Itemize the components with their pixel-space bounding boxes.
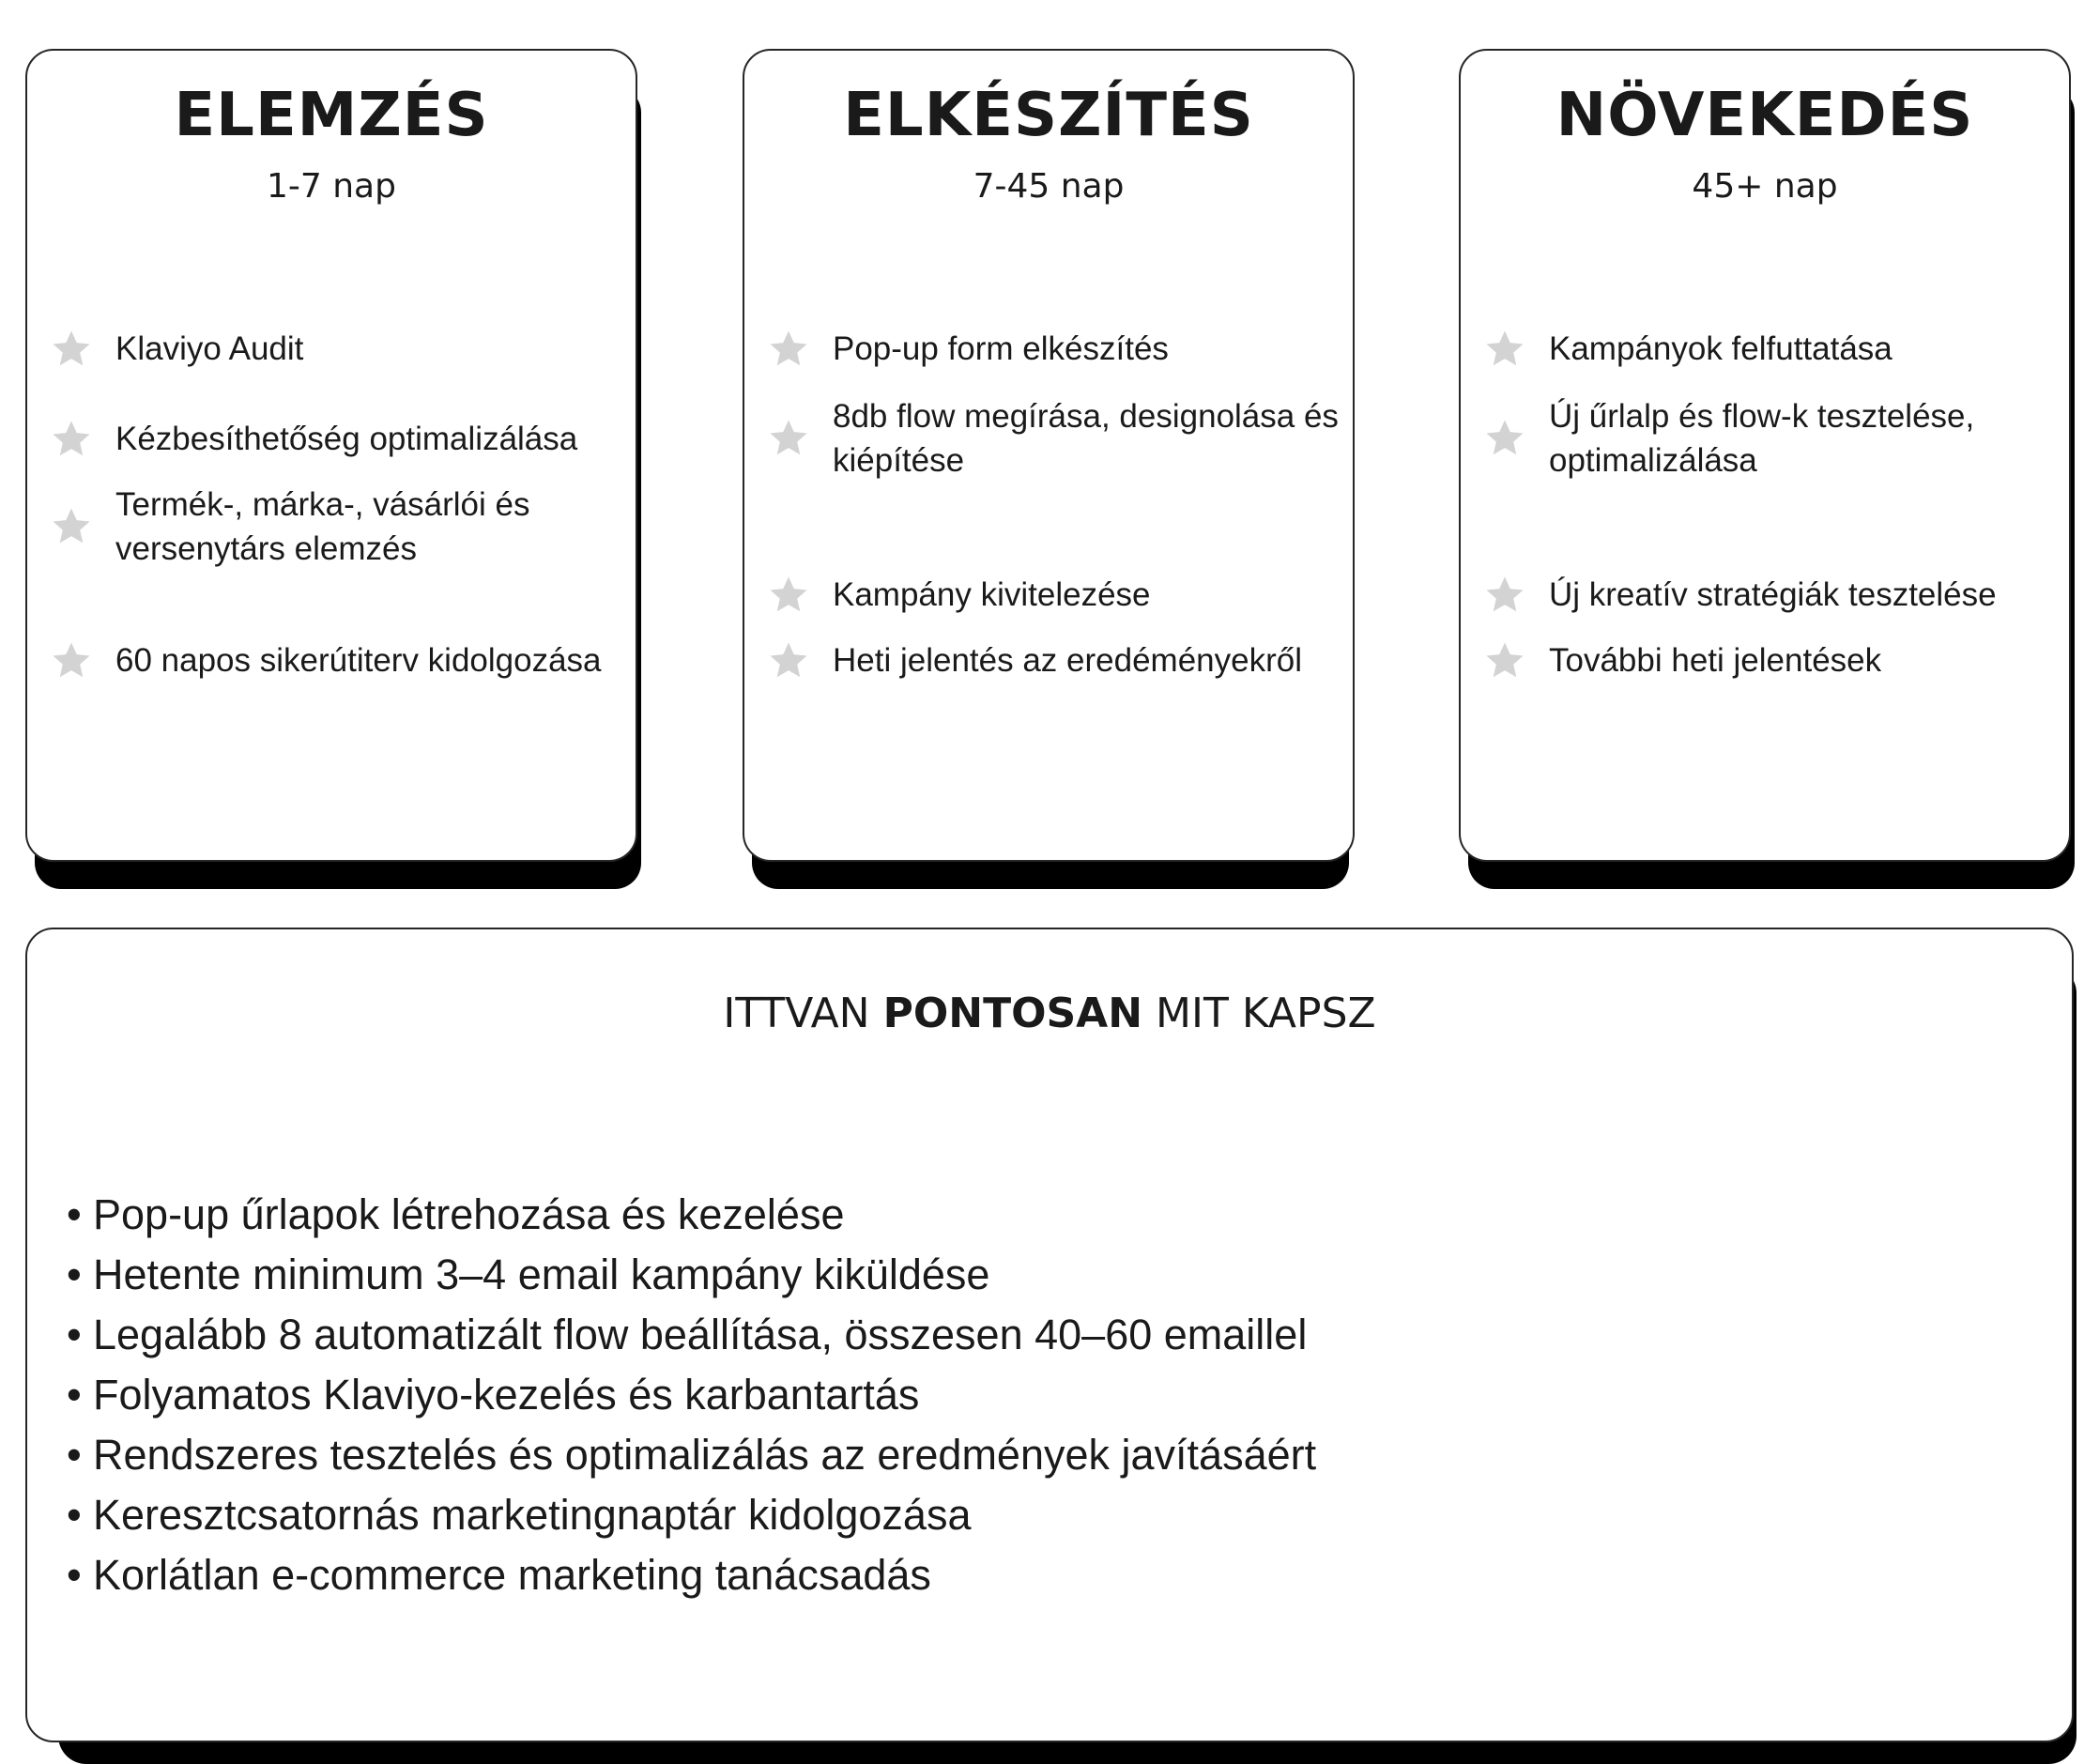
phase-card-body — [743, 49, 1355, 862]
bullet: • — [67, 1551, 82, 1599]
star-icon — [1483, 574, 1526, 617]
star-icon — [1483, 417, 1526, 460]
list-item-text: Keresztcsatornás marketingnaptár kidolgozása — [93, 1491, 972, 1539]
list-item-text: Hetente minimum 3–4 email kampány kiküldése — [93, 1250, 990, 1298]
feature-item — [50, 417, 626, 461]
star-icon — [767, 328, 810, 371]
feature-text: Heti jelentés az eredéményekről — [833, 642, 1302, 679]
phase-duration: 45+ nap — [1692, 167, 1838, 206]
title-suffix: MIT KAPSZ — [1142, 989, 1376, 1037]
deliverables-list — [67, 1185, 1316, 1605]
feature-item — [50, 327, 626, 371]
feature-item — [1483, 327, 2060, 371]
phase-card-body — [25, 49, 637, 862]
star-icon — [50, 505, 93, 548]
bullet: • — [67, 1371, 82, 1419]
feature-item — [1483, 573, 2060, 617]
bullet: • — [67, 1311, 82, 1358]
star-icon — [50, 639, 93, 683]
feature-text: Kampány kivitelezése — [833, 576, 1151, 613]
list-item — [67, 1545, 1316, 1605]
phase-title: NÖVEKEDÉS — [1555, 81, 1974, 150]
feature-text: Új kreatív stratégiák tesztelése — [1549, 576, 1997, 613]
star-icon — [767, 639, 810, 683]
star-icon — [1483, 639, 1526, 683]
title-emphasis: PONTOSAN — [882, 989, 1143, 1037]
star-icon — [1483, 328, 1526, 371]
star-icon — [767, 417, 810, 460]
feature-text: Pop-up form elkészítés — [833, 330, 1169, 367]
phase-card-analysis — [25, 49, 641, 889]
star-icon — [50, 328, 93, 371]
list-item-text: Folyamatos Klaviyo-kezelés és karbantartás — [93, 1371, 920, 1419]
bullet: • — [67, 1431, 82, 1479]
list-item — [67, 1245, 1316, 1305]
feature-text: 60 napos sikerútiterv kidolgozása — [115, 642, 602, 679]
phase-card-body — [1459, 49, 2071, 862]
phase-card-build — [743, 49, 1358, 889]
feature-text: Kézbesíthetőség optimalizálása — [115, 421, 578, 457]
star-icon — [767, 574, 810, 617]
list-item-text: Legalább 8 automatizált flow beállítása, összesen 40–60 emaillel — [93, 1311, 1308, 1358]
feature-item — [50, 483, 626, 571]
feature-item — [767, 573, 1343, 617]
list-item-text: Rendszeres tesztelés és optimalizálás az eredmények javításáért — [93, 1431, 1317, 1479]
feature-text: Klaviyo Audit — [115, 330, 304, 367]
deliverables-title — [27, 989, 2072, 1037]
list-item — [67, 1185, 1316, 1245]
feature-text: Termék-, márka-, vásárlói és versenytárs elemzés — [115, 486, 530, 567]
feature-item — [1483, 394, 2060, 483]
list-item-text: Pop-up űrlapok létrehozása és kezelése — [93, 1190, 845, 1238]
feature-text: További heti jelentések — [1549, 642, 1882, 679]
list-item-text: Korlátlan e-commerce marketing tanácsadás — [93, 1551, 931, 1599]
list-item — [67, 1485, 1316, 1545]
feature-item — [767, 394, 1343, 483]
bullet: • — [67, 1250, 82, 1298]
feature-text: Kampányok felfuttatása — [1549, 330, 1892, 367]
bullet: • — [67, 1491, 82, 1539]
bullet: • — [67, 1190, 82, 1238]
phase-duration: 7-45 nap — [973, 167, 1125, 206]
feature-item — [767, 638, 1343, 683]
list-item — [67, 1365, 1316, 1425]
phase-title: ELKÉSZÍTÉS — [843, 81, 1254, 150]
feature-item — [50, 638, 626, 683]
list-item — [67, 1305, 1316, 1365]
phase-title: ELEMZÉS — [174, 81, 489, 150]
feature-item — [767, 327, 1343, 371]
star-icon — [50, 418, 93, 461]
phase-duration: 1-7 nap — [267, 167, 396, 206]
title-prefix: ITTVAN — [723, 989, 883, 1037]
deliverables-box — [25, 928, 2074, 1742]
feature-text: 8db flow megírása, designolása és kiépítése — [833, 398, 1339, 479]
feature-text: Új űrlalp és flow-k tesztelése, optimalizálása — [1549, 398, 1975, 479]
feature-item — [1483, 638, 2060, 683]
deliverables-panel — [25, 928, 2076, 1764]
list-item — [67, 1425, 1316, 1485]
phase-card-growth — [1459, 49, 2075, 889]
